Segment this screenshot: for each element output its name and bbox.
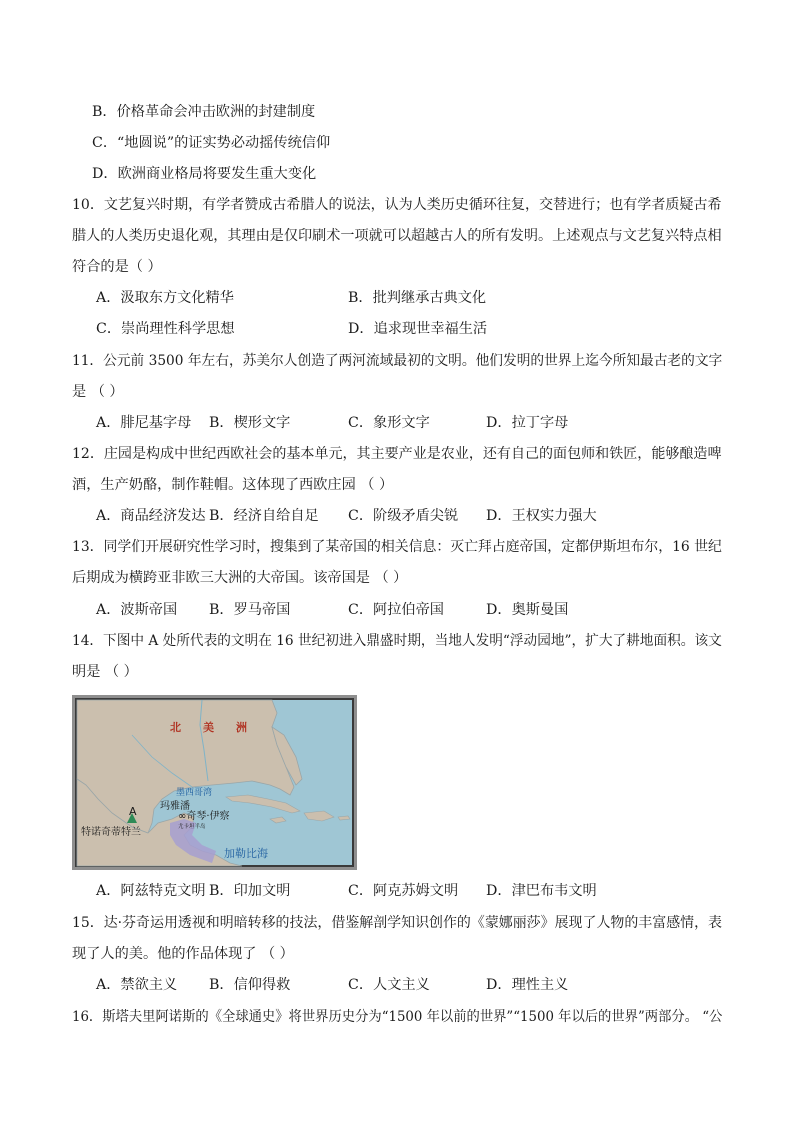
q10-line-2: 腊人的人类历史退化观，其理由是仅印刷术一项就可以超越古人的所有发明。上述观点与文艺复兴特点相 (72, 228, 722, 244)
q10-line-1: 10．文艺复兴时期，有学者赞成古希腊人的说法，认为人类历史循环往复，交替进行；也有学者质疑古希 (72, 197, 722, 213)
label-gulf: 墨西哥湾 (176, 788, 213, 798)
q13-option-d: D．奥斯曼国 (486, 602, 569, 618)
label-point-a: A (129, 805, 137, 818)
q10-line-3: 符合的是（ ） (72, 259, 162, 275)
q14-option-c: C．阿克苏姆文明 (348, 883, 459, 899)
q13-option-a: A．波斯帝国 (96, 602, 178, 618)
mesoamerica-map (72, 695, 357, 870)
option-b: B．价格革命会冲击欧洲的封建制度 (92, 104, 316, 120)
label-north-america: 北 美 洲 (170, 721, 247, 734)
q15-option-a: A．禁欲主义 (96, 977, 178, 993)
q11-option-a: A．腓尼基字母 (96, 415, 192, 431)
puerto-rico-island (338, 816, 350, 820)
q10-option-b: B．批判继承古典文化 (348, 290, 487, 306)
q11-option-d: D．拉丁字母 (486, 415, 569, 431)
q14-line-2: 明是 （ ） (72, 664, 138, 680)
q10-option-a: A．汲取东方文化精华 (96, 290, 234, 306)
q10-option-d: D．追求现世幸福生活 (348, 321, 488, 337)
q13-line-2: 后期成为横跨亚非欧三大洲的大帝国。该帝国是 （ ） (72, 570, 408, 586)
option-c: C．“地圆说”的证实势必动摇传统信仰 (92, 135, 331, 151)
q14-option-b: B．印加文明 (209, 883, 291, 899)
label-caribbean: 加勒比海 (224, 847, 268, 860)
q13-line-1: 13．同学们开展研究性学习时，搜集到了某帝国的相关信息：灭亡拜占庭帝国，定都伊斯坦布尔，16 世纪 (72, 539, 722, 555)
label-tenochtitlan: 特诺奇蒂特兰 (81, 827, 141, 838)
q11-line-2: 是 （ ） (72, 384, 124, 400)
q15-option-b: B．信仰得救 (209, 977, 291, 993)
q10-option-c: C．崇尚理性科学思想 (96, 321, 235, 337)
q12-option-d: D．王权实力强大 (486, 508, 597, 524)
q11-option-c: C．象形文字 (348, 415, 430, 431)
q12-option-a: A．商品经济发达 (96, 508, 206, 524)
q15-line-1: 15．达·芬奇运用透视和明暗转移的技法，借鉴解剖学知识创作的《蒙娜丽莎》展现了人物的丰富感情，表 (72, 915, 723, 931)
q12-option-b: B．经济自给自足 (209, 508, 319, 524)
q13-option-b: B．罗马帝国 (209, 602, 291, 618)
q15-line-2: 现了人的美。他的作品体现了 （ ） (72, 946, 294, 962)
q13-option-c: C．阿拉伯帝国 (348, 602, 444, 618)
q14-option-a: A．阿兹特克文明 (96, 883, 206, 899)
q12-line-2: 酒，生产奶酪，制作鞋帽。这体现了西欧庄园 （ ） (72, 477, 394, 493)
q11-line-1: 11．公元前 3500 年左右，苏美尔人创造了两河流域最初的文明。他们发明的世界上迄今所知最古老的文字 (72, 353, 723, 369)
label-maya: 玛雅潘 (160, 801, 190, 812)
q14-line-1: 14．下图中 A 处所代表的文明在 16 世纪初进入鼎盛时期，当地人发明“浮动园地”，扩大了耕地面积。该文 (72, 633, 722, 649)
q12-line-1: 12．庄园是构成中世纪西欧社会的基本单元，其主要产业是农业，还有自己的面包师和铁匠，能够酿造啤 (72, 446, 722, 462)
q15-option-c: C．人文主义 (348, 977, 430, 993)
q12-option-c: C．阶级矛盾尖锐 (348, 508, 459, 524)
q15-option-d: D．理性主义 (486, 977, 569, 993)
q14-option-d: D．津巴布韦文明 (486, 883, 597, 899)
q16-line-1: 16．斯塔夫里阿诺斯的《全球通史》将世界历史分为“1500 年以前的世界”“1500 年以后的世界”两部分。 “公 (72, 1009, 723, 1025)
label-chichen: ∞奇琴·伊察 (178, 811, 230, 822)
option-d: D．欧洲商业格局将要发生重大变化 (92, 166, 317, 182)
label-yucatan: 尤卡坦半岛 (178, 824, 206, 830)
q11-option-b: B．楔形文字 (209, 415, 291, 431)
